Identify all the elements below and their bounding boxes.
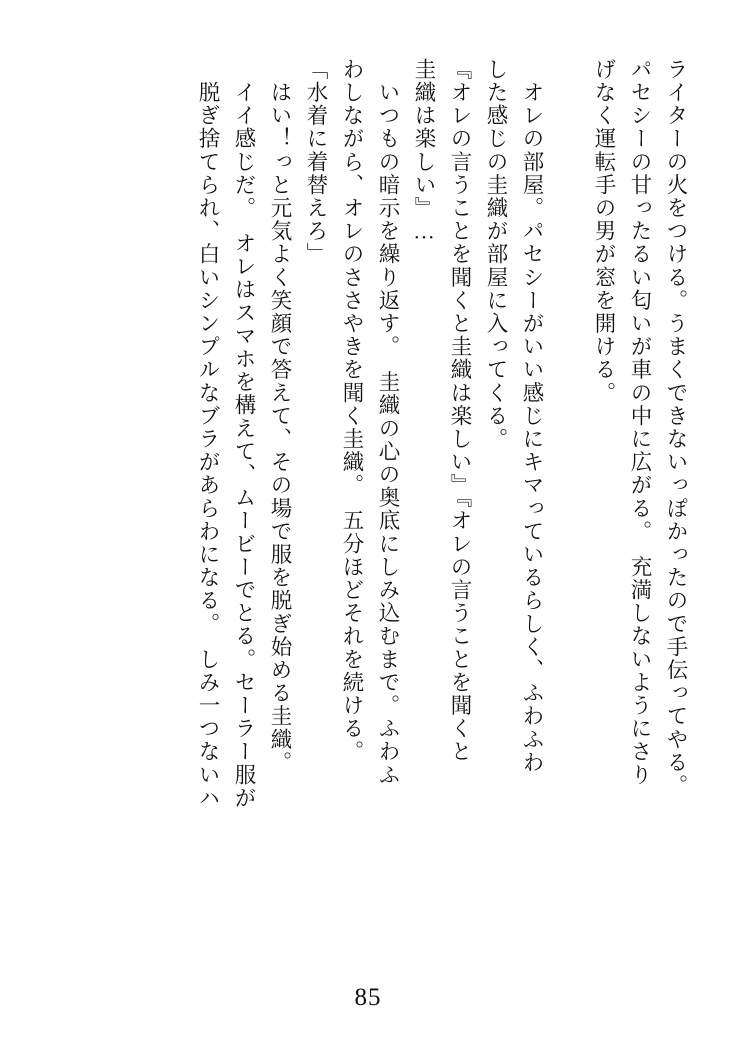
text-line: イイ感じだ。 オレはスマホを構えて、ムービーでとる。セーラー服が: [232, 58, 256, 810]
text-line: わしながら、オレのささやきを聞く圭織。 五分ほどそれを続ける。: [340, 58, 364, 764]
vertical-text-body: [50, 58, 686, 958]
text-line: オレの部屋。パセシーがいい感じにキマっているらしく、ふわふわ: [520, 58, 544, 775]
text-line: いつもの暗示を繰り返す。 圭織の心の奥底にしみ込むまで。ふわふ: [376, 58, 400, 787]
text-line: げなく運転手の男が窓を開ける。: [592, 58, 616, 405]
text-line: 「水着に着替えろ」: [304, 58, 328, 266]
text-line: 『オレの言うことを聞くと圭織は楽しい』『オレの言うことを聞くと: [448, 58, 472, 764]
text-line: ライターの火をつける。うまくできないっぽかったので手伝ってやる。: [664, 58, 688, 798]
text-line: はい！っと元気よく笑顔で答えて、その場で服を脱ぎ始める圭織。: [268, 58, 292, 775]
page-number: 85: [354, 984, 382, 1011]
text-line: 圭織は楽しい』…: [412, 58, 436, 246]
text-line: [542, 58, 578, 958]
text-line: パセシーの甘ったるい匂いが車の中に広がる。 充満しないようにさり: [628, 58, 652, 787]
text-line: 脱ぎ捨てられ、白いシンプルなブラがあらわになる。 しみ一つないハ: [196, 58, 220, 810]
text-line: した感じの圭織が部屋に入ってくる。: [484, 58, 508, 451]
